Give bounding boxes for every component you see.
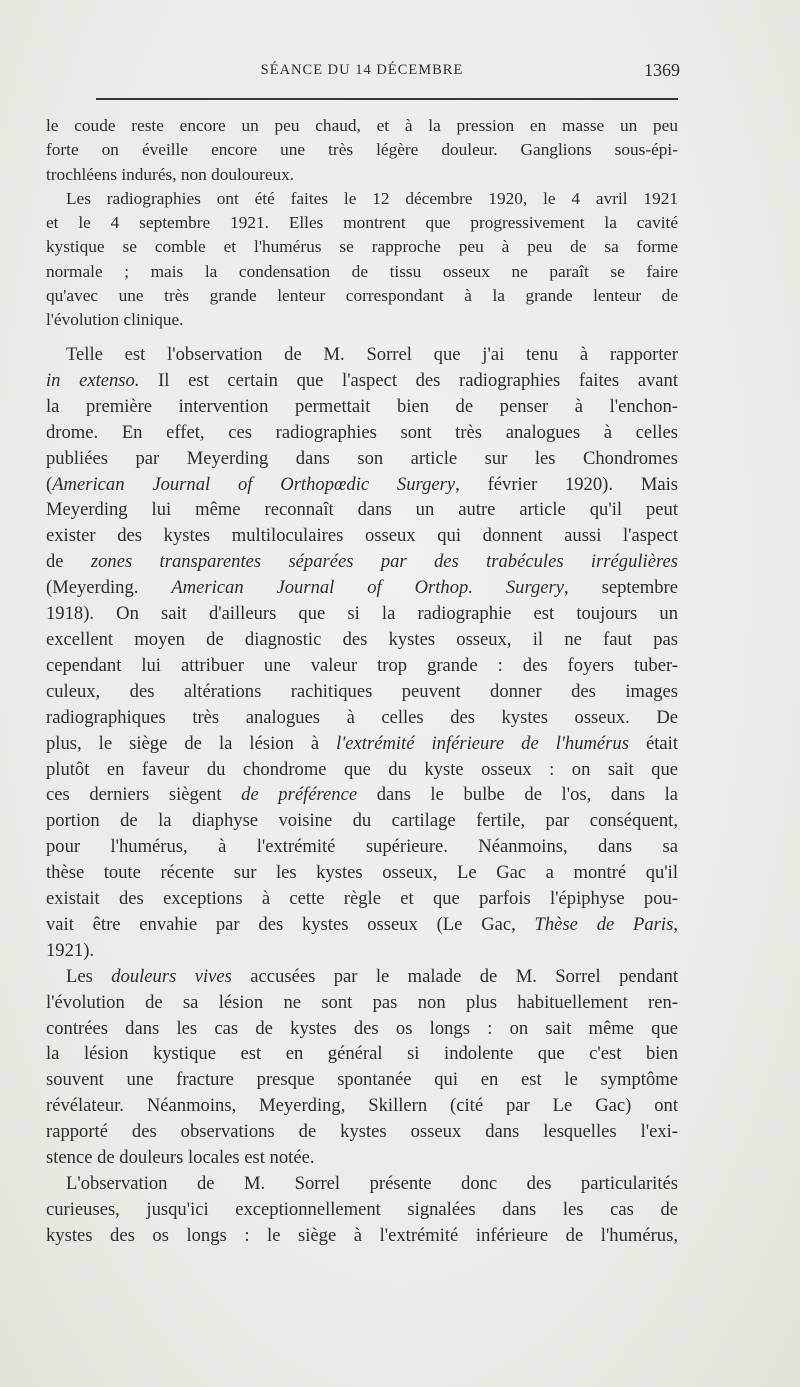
text-line: qu'avec une très grande lenteur correspondant à la grande lenteur de <box>46 286 678 306</box>
text-line: l'évolution de sa lésion ne sont pas non plus habituellement ren- <box>46 991 678 1013</box>
paragraph <box>46 187 678 333</box>
text-line: kystique se comble et l'humérus se rapproche peu à peu de sa forme <box>46 237 678 257</box>
italic-phrase: zones transparentes séparées par des trabécules irrégulières <box>90 551 678 573</box>
text-line: 1918). On sait d'ailleurs que si la radiographie est toujours un <box>46 603 678 625</box>
italic-phrase: de préférence <box>241 784 358 806</box>
paragraph <box>46 114 678 187</box>
italic-phrase: l'extrémité inférieure de l'humérus <box>336 732 629 754</box>
text-line: Les radiographies ont été faites le 12 décembre 1920, le 4 avril 1921 <box>66 188 678 208</box>
text-line: stence de douleurs locales est notée. <box>46 1147 315 1169</box>
case-notes-block <box>46 114 678 333</box>
text-line: in extenso. Il est certain que l'aspect des radiographies faites avant <box>46 369 679 391</box>
text-line: plutôt en faveur du chondrome que du kyste osseux : on sait que <box>46 758 678 780</box>
text-line: portion de la diaphyse voisine du cartilage fertile, par conséquent, <box>46 810 678 832</box>
text-line: pour l'humérus, à l'extrémité supérieure. Néanmoins, dans sa <box>46 836 678 858</box>
text-line: curieuses, jusqu'ici exceptionnellement signalées dans les cas de <box>46 1198 678 1220</box>
text-line: cependant lui attribuer une valeur trop grande : des foyers tuber- <box>46 654 678 676</box>
page-number: 1369 <box>644 60 680 80</box>
text-line: trochléens indurés, non douloureux. <box>46 164 295 184</box>
text-line: normale ; mais la condensation de tissu osseux ne paraît se faire <box>46 261 678 281</box>
text-line: rapporté des observations de kystes osseux dans lesquelles l'exi- <box>46 1121 678 1143</box>
text-line: vait être envahie par des kystes osseux (Le Gac, Thèse de Paris, <box>46 913 678 935</box>
text-line: Telle est l'observation de M. Sorrel que j'ai tenu à rapporter <box>66 344 678 365</box>
text-line: plus, le siège de la lésion à l'extrémité inférieure de l'humérus était <box>46 732 678 754</box>
paragraph <box>46 342 678 964</box>
italic-phrase: American Journal of Orthop. Surgery <box>171 577 565 599</box>
paragraph <box>46 964 678 1171</box>
text-line: L'observation de M. Sorrel présente donc des particularités <box>66 1173 678 1194</box>
text-line: et le 4 septembre 1921. Elles montrent que progressivement la cavité <box>46 213 678 233</box>
commentary-block <box>46 342 678 1249</box>
italic-phrase: in extenso. <box>46 369 140 391</box>
text-line: exister des kystes multiloculaires osseux qui donnent aussi l'aspect <box>46 525 678 547</box>
text-line: thèse toute récente sur les kystes osseux, Le Gac a montré qu'il <box>46 862 678 884</box>
text-line: l'évolution clinique. <box>46 310 184 330</box>
text-line: forte on éveille encore une très légère douleur. Ganglions sous-épi- <box>46 140 678 160</box>
text-line: révélateur. Néanmoins, Meyerding, Skillern (cité par Le Gac) ont <box>46 1095 678 1117</box>
text-line: souvent une fracture presque spontanée qui en est le symptôme <box>46 1069 678 1091</box>
italic-phrase: Thèse de Paris <box>534 913 674 935</box>
text-line: drome. En effet, ces radiographies sont très analogues à celles <box>46 421 678 443</box>
text-line: publiées par Meyerding dans son article sur les Chondromes <box>46 447 678 469</box>
italic-phrase: American Journal of Orthopœdic Surgery <box>52 473 456 495</box>
running-header <box>44 60 680 84</box>
text-line: de zones transparentes séparées par des trabécules irrégulières <box>46 551 678 573</box>
text-line: radiographiques très analogues à celles des kystes osseux. De <box>46 706 678 728</box>
text-line: le coude reste encore un peu chaud, et à la pression en masse un peu <box>46 116 678 135</box>
text-line: excellent moyen de diagnostic des kystes osseux, il ne faut pas <box>46 628 678 650</box>
text-line: (American Journal of Orthopœdic Surgery, février 1920). Mais <box>46 473 679 495</box>
paragraph <box>46 1171 678 1249</box>
text-line: contrées dans les cas de kystes des os longs : on sait même que <box>46 1017 678 1039</box>
text-line: Les douleurs vives accusées par le malade de M. Sorrel pendant <box>66 965 678 987</box>
header-rule <box>96 98 678 100</box>
text-line: existait des exceptions à cette règle et que parfois l'épiphyse pou- <box>46 888 678 910</box>
text-line: Meyerding lui même reconnaît dans un autre article qu'il peut <box>46 499 678 521</box>
text-line: la lésion kystique est en général si indolente que c'est bien <box>46 1043 678 1065</box>
text-line: (Meyerding. American Journal of Orthop. Surgery, septembre <box>46 577 678 599</box>
text-line: 1921). <box>46 939 95 961</box>
italic-phrase: douleurs vives <box>111 965 232 987</box>
text-line: culeux, des altérations rachitiques peuvent donner des images <box>46 680 678 702</box>
text-line: kystes des os longs : le siège à l'extrémité inférieure de l'humérus, <box>46 1224 678 1246</box>
text-line: ces derniers siègent de préférence dans le bulbe de l'os, dans la <box>46 784 678 806</box>
running-title: SÉANCE DU 14 DÉCEMBRE <box>260 62 464 78</box>
text-line: la première intervention permettait bien de penser à l'enchon- <box>46 395 678 417</box>
